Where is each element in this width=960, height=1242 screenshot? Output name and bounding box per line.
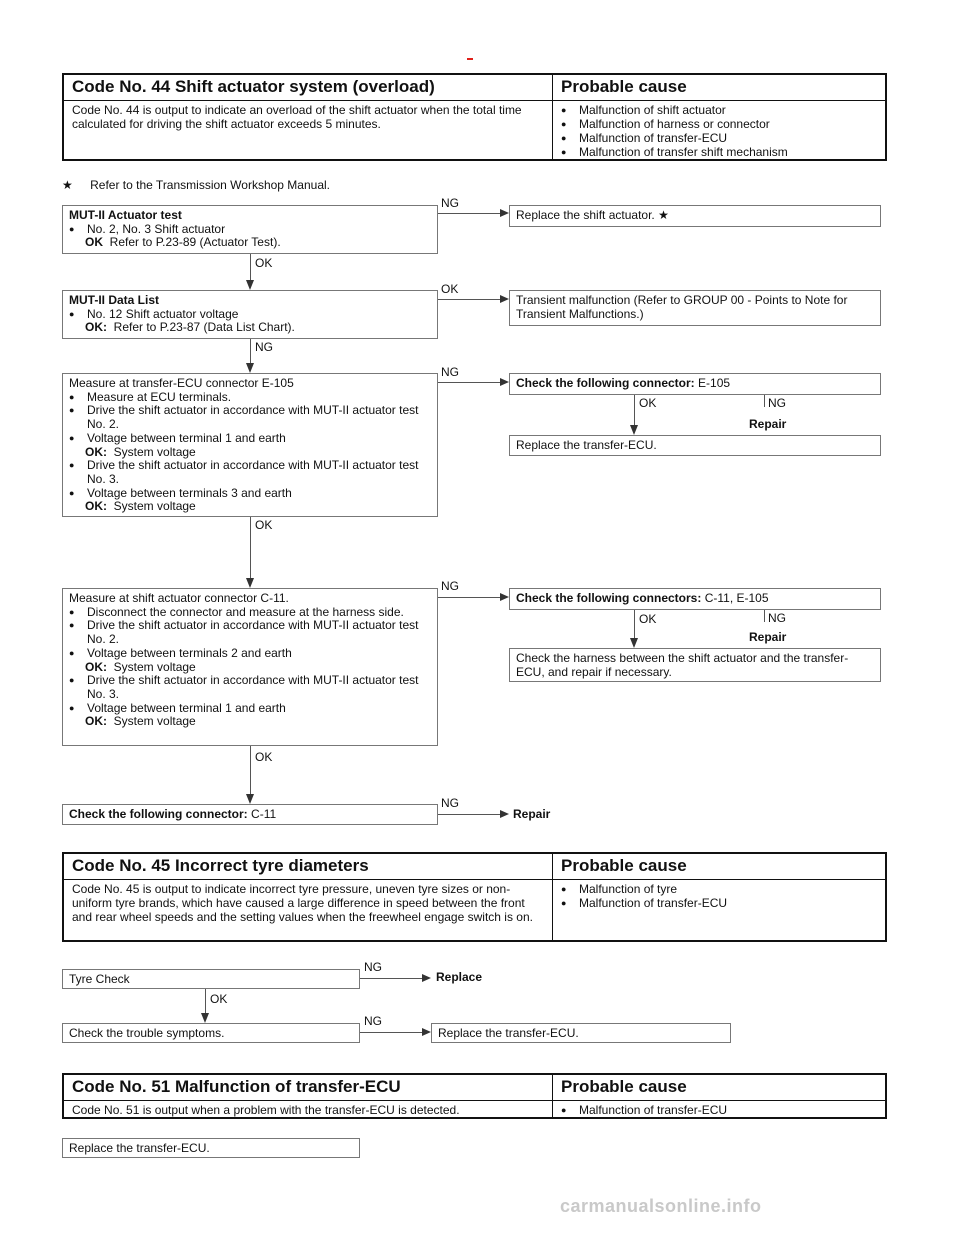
- step4-box: [62, 588, 438, 746]
- replace-label: Replace: [436, 970, 483, 984]
- ng-label: NG: [768, 611, 786, 625]
- replace-ecu-text: Replace the transfer-ECU.: [69, 1141, 210, 1155]
- arrow-right-icon: [500, 295, 509, 303]
- check-connectors-title: Check the following connectors:: [516, 591, 702, 605]
- ok-label: OK: [639, 396, 657, 410]
- code44-table: [62, 73, 887, 161]
- ng-label: NG: [441, 796, 459, 810]
- star-icon: ★: [62, 178, 73, 192]
- page-mark: [467, 58, 473, 60]
- step3-ng-box: [509, 373, 881, 395]
- cause-item: ● Malfunction of tyre: [561, 882, 883, 896]
- step2-ok-result: Transient malfunction (Refer to GROUP 00 - Points to Note for Transient Malfunctions.): [516, 293, 848, 321]
- code44-title: Code No. 44 Shift actuator system (overload): [72, 77, 435, 96]
- step3-line: ● Voltage between terminal 1 and earth: [69, 432, 431, 446]
- check-connector-title: Check the following connector:: [516, 376, 695, 390]
- repair-label: Repair: [513, 807, 551, 821]
- ok-label: OK: [85, 235, 103, 250]
- ok-text: System voltage: [113, 714, 196, 729]
- repair-label: Repair: [749, 417, 787, 431]
- cause-item: ● Malfunction of transfer-ECU: [561, 896, 883, 910]
- code45-cause-header: Probable cause: [561, 856, 687, 875]
- step2-ok-text: Refer to P.23-87 (Data List Chart).: [113, 320, 295, 335]
- check-symptoms-text: Check the trouble symptoms.: [69, 1026, 225, 1040]
- step3-box: [62, 373, 438, 517]
- arrow-right-icon: [500, 378, 509, 386]
- step4-line: ● Voltage between terminals 2 and earth: [69, 647, 431, 661]
- step3-line: ● Drive the shift actuator in accordance with MUT-II actuator test No. 2.: [69, 404, 431, 431]
- tyre-check-box: [62, 969, 360, 989]
- ok-label: OK: [255, 750, 273, 764]
- note: [62, 178, 330, 192]
- code51-table: [62, 1073, 887, 1119]
- arrow-right-icon: [500, 593, 509, 601]
- step3-line: ● Drive the shift actuator in accordance with MUT-II actuator test No. 3.: [69, 459, 431, 486]
- arrow-down-icon: [246, 578, 254, 588]
- arrow-down-icon: [630, 425, 638, 435]
- step4-ng-ok-box: [509, 648, 881, 682]
- step2-box: [62, 290, 438, 339]
- replace-ecu-box: [62, 1138, 360, 1158]
- ok-label: OK:: [85, 659, 107, 674]
- arrow-right-icon: [500, 209, 509, 217]
- connector-ids: C-11, E-105: [704, 591, 769, 605]
- step4-line: ● Disconnect the connector and measure at the harness side.: [69, 606, 431, 620]
- step1-bullet: ● No. 2, No. 3 Shift actuator: [69, 223, 431, 237]
- tyre-check-text: Tyre Check: [69, 972, 130, 986]
- code44-causes: [553, 103, 883, 159]
- check-symptoms-box: [62, 1023, 360, 1043]
- step4-line: ● Drive the shift actuator in accordance with MUT-II actuator test No. 2.: [69, 619, 431, 646]
- ok-label: OK:: [85, 444, 107, 459]
- connector-id: C-11: [251, 807, 277, 821]
- ok-label: OK:: [85, 320, 107, 335]
- ng-label: NG: [768, 396, 786, 410]
- ok-text: System voltage: [113, 444, 196, 459]
- replace-ecu-box: [431, 1023, 731, 1043]
- ok-label: OK: [210, 992, 228, 1006]
- ok-label: OK: [441, 282, 459, 296]
- check-harness-text: Check the harness between the shift actuator and the transfer-ECU, and repair if necessary.: [516, 651, 849, 679]
- watermark: carmanualsonline.info: [560, 1196, 762, 1216]
- ng-label: NG: [441, 196, 459, 210]
- arrow-down-icon: [246, 280, 254, 290]
- note-text: Refer to the Transmission Workshop Manual.: [90, 178, 330, 192]
- code51-causes: [553, 1103, 883, 1117]
- step2-title: MUT-II Data List: [69, 293, 160, 307]
- step3-title: Measure at transfer-ECU connector E-105: [69, 376, 294, 390]
- replace-ecu-text: Replace the transfer-ECU.: [516, 438, 657, 452]
- cause-item: ● Malfunction of shift actuator: [561, 103, 883, 117]
- step1-ng-text: Replace the shift actuator. ★: [516, 208, 669, 222]
- arrow-down-icon: [246, 363, 254, 373]
- arrow-down-icon: [630, 638, 638, 648]
- repair-label: Repair: [749, 630, 787, 644]
- code45-table: [62, 852, 887, 942]
- code45-causes: [553, 882, 883, 910]
- ng-label: NG: [364, 960, 382, 974]
- step1-ng-box: [509, 205, 881, 227]
- code45-title: Code No. 45 Incorrect tyre diameters: [72, 856, 369, 875]
- ng-label: NG: [441, 579, 459, 593]
- step1-box: [62, 205, 438, 254]
- code51-title: Code No. 51 Malfunction of transfer-ECU: [72, 1077, 401, 1096]
- arrow-right-icon: [500, 810, 509, 818]
- ng-label: NG: [441, 365, 459, 379]
- code45-description: Code No. 45 is output to indicate incorrect tyre pressure, uneven tyre sizes or non-uniform tyre brands, which have caused a large difference in speed between the front and rear wheel speeds and the setting values when the freewheel engage switch is on.: [72, 882, 533, 924]
- code44-description: Code No. 44 is output to indicate an overload of the shift actuator when the total time calculated for driving the shift actuator exceeds 5 minutes.: [72, 103, 522, 131]
- cause-item: ● Malfunction of transfer-ECU: [561, 1103, 883, 1117]
- arrow-down-icon: [201, 1013, 209, 1023]
- step3-line: ● Voltage between terminals 3 and earth: [69, 487, 431, 501]
- cause-item: ● Malfunction of harness or connector: [561, 117, 883, 131]
- ok-label: OK: [255, 518, 273, 532]
- ok-label: OK: [639, 612, 657, 626]
- step4-line: ● Drive the shift actuator in accordance with MUT-II actuator test No. 3.: [69, 674, 431, 701]
- step5-box: [62, 804, 438, 825]
- step1-ok-text: Refer to P.23-89 (Actuator Test).: [109, 235, 281, 250]
- arrow-right-icon: [422, 974, 431, 982]
- ng-label: NG: [364, 1014, 382, 1028]
- ok-text: System voltage: [113, 659, 196, 674]
- ok-text: System voltage: [113, 499, 196, 514]
- cause-item: ● Malfunction of transfer-ECU: [561, 131, 883, 145]
- cause-item: ● Malfunction of transfer shift mechanism: [561, 145, 883, 159]
- check-connector-title: Check the following connector:: [69, 807, 248, 821]
- ok-label: OK:: [85, 499, 107, 514]
- step4-line: ● Voltage between terminal 1 and earth: [69, 702, 431, 716]
- code44-cause-header: Probable cause: [561, 77, 687, 96]
- code51-cause-header: Probable cause: [561, 1077, 687, 1096]
- step4-ng-box: [509, 588, 881, 610]
- step2-ok-box: [509, 290, 881, 326]
- step3-ng-ok-box: [509, 435, 881, 456]
- ok-label: OK: [255, 256, 273, 270]
- connector-id: E-105: [698, 376, 731, 390]
- ok-label: OK:: [85, 714, 107, 729]
- step2-bullet: ● No. 12 Shift actuator voltage: [69, 308, 431, 322]
- arrow-down-icon: [246, 794, 254, 804]
- replace-ecu-text: Replace the transfer-ECU.: [438, 1026, 579, 1040]
- step1-title: MUT-II Actuator test: [69, 208, 182, 222]
- arrow-right-icon: [422, 1028, 431, 1036]
- ng-label: NG: [255, 340, 273, 354]
- step4-title: Measure at shift actuator connector C-11.: [69, 591, 289, 605]
- code51-description: Code No. 51 is output when a problem with the transfer-ECU is detected.: [72, 1103, 460, 1117]
- step3-line: ● Measure at ECU terminals.: [69, 391, 431, 405]
